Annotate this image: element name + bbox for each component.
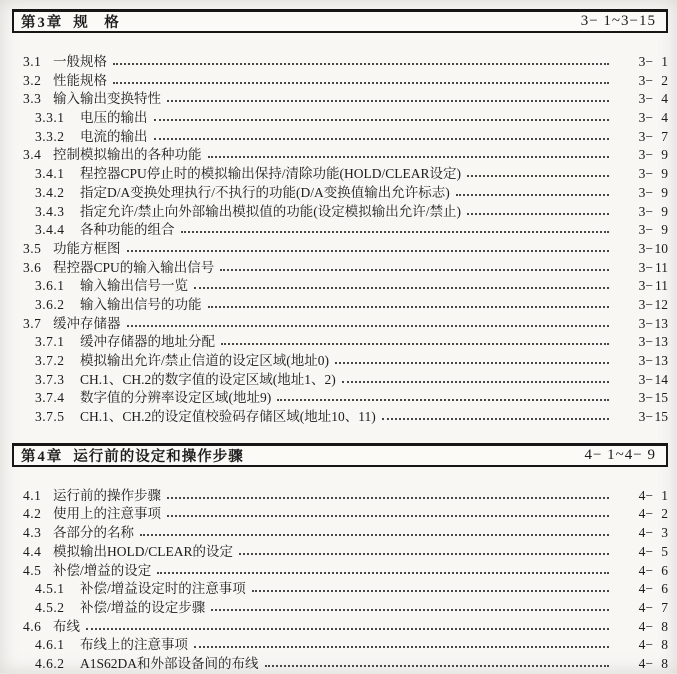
entry-page: [614, 240, 668, 259]
toc-entry: [12, 296, 668, 315]
chapter-header: [12, 9, 668, 33]
entry-title: 缓冲存储器: [53, 315, 121, 331]
entry-page-chapter: 3−: [638, 184, 653, 200]
entry-page-chapter: 3−: [638, 353, 653, 368]
entry-page-number: 2: [661, 72, 668, 88]
entry-page-number: 13: [654, 334, 668, 350]
entry-number: 4.5.1: [35, 581, 65, 597]
entry-page-chapter: 3−: [638, 166, 653, 182]
entry-title: 程控器CPU停止时的模拟输出保持/清除功能(HOLD/CLEAR设定): [80, 166, 461, 182]
toc-entry: [12, 562, 668, 581]
entry-page: [614, 636, 668, 655]
entry-page-chapter: 4−: [638, 637, 653, 653]
entry-page-chapter: 4−: [638, 599, 653, 615]
entry-number: 3.7.1: [35, 334, 65, 350]
entry-page-chapter: 4−: [638, 506, 653, 522]
toc-entry: [12, 505, 668, 524]
entry-page-number: 9: [661, 184, 668, 200]
toc-entry: [12, 636, 668, 655]
entry-page-number: 6: [661, 562, 668, 578]
entry-title: 输入输出信号的功能: [80, 296, 202, 312]
entry-number: 3.4.2: [35, 184, 65, 200]
entry-number: 3.4: [23, 147, 42, 163]
entry-page-chapter: 3−: [638, 222, 653, 238]
entry-number: 4.6: [23, 618, 42, 634]
entry-page: [614, 221, 668, 240]
entry-page-chapter: 3−: [638, 147, 653, 163]
entry-title: 模拟输出HOLD/CLEAR的设定: [53, 543, 233, 559]
dot-leader: [265, 665, 609, 667]
toc-entry: [12, 333, 668, 352]
entry-page-chapter: 4−: [638, 581, 653, 597]
toc-entry: [12, 259, 668, 278]
entry-title: CH.1、CH.2的数字值的设定区域(地址1、2): [80, 371, 336, 387]
toc-entry: [12, 221, 668, 240]
entry-title: 布线: [53, 618, 80, 634]
entry-page: [614, 315, 668, 334]
entry-page: [614, 128, 668, 147]
entry-number: 3.6.1: [35, 278, 65, 294]
chapter-title: 运行前的设定和操作步骤: [73, 448, 244, 465]
chapter-header: [12, 443, 668, 467]
toc-entry: [12, 315, 668, 334]
toc-entry: [12, 277, 668, 296]
toc-entry: [12, 543, 668, 562]
dot-leader: [221, 343, 609, 345]
entry-page-number: 4: [661, 91, 668, 107]
chapter-heading: [21, 445, 244, 466]
entry-page: [614, 53, 668, 72]
entry-page-number: 9: [661, 222, 668, 238]
entry-number: 4.4: [23, 543, 42, 559]
entry-page-chapter: 3−: [638, 296, 653, 312]
entry-page-number: 2: [661, 506, 668, 522]
toc-entry: [12, 371, 668, 390]
entry-page: [614, 90, 668, 109]
toc-entry: [12, 352, 668, 371]
dot-leader: [154, 138, 610, 140]
entry-page-number: 12: [654, 296, 668, 312]
chapter-heading: [21, 11, 120, 32]
entry-title: 数字值的分辨率设定区域(地址9): [80, 390, 272, 406]
toc-entry: [12, 599, 668, 618]
dot-leader: [335, 362, 609, 364]
entry-title: 模拟输出允许/禁止信道的设定区域(地址0): [80, 353, 329, 368]
entry-page: [614, 618, 668, 637]
dot-leader: [208, 156, 610, 158]
entry-title: 各部分的名称: [53, 525, 134, 541]
entry-page-chapter: 3−: [638, 54, 653, 69]
entry-page-number: 1: [661, 54, 668, 69]
entry-page-number: 4: [661, 110, 668, 126]
dot-leader: [167, 497, 609, 499]
dot-leader: [456, 194, 609, 196]
toc-entry-list: [12, 487, 668, 674]
entry-page-chapter: 4−: [638, 655, 653, 671]
dot-leader: [252, 590, 609, 592]
entry-title: A1S62DA和外部设备间的布线: [80, 655, 259, 671]
entry-number: 3.3: [23, 91, 42, 107]
entry-page-number: 9: [661, 166, 668, 182]
dot-leader: [154, 119, 610, 121]
entry-title: 功能方框图: [53, 240, 121, 256]
entry-number: 3.4.1: [35, 166, 65, 182]
toc-entry: [12, 655, 668, 674]
entry-number: 4.2: [23, 506, 42, 522]
entry-number: 3.5: [23, 240, 42, 256]
entry-title: 控制模拟输出的各种功能: [53, 147, 202, 163]
dot-leader: [167, 515, 609, 517]
entry-page-number: 8: [661, 655, 668, 671]
entry-page: [614, 408, 668, 427]
entry-page-chapter: 4−: [638, 543, 653, 559]
toc-entry-list: [12, 53, 668, 427]
entry-number: 3.4.4: [35, 222, 65, 238]
entry-number: 3.4.3: [35, 203, 65, 219]
entry-title: 指定允许/禁止向外部输出模拟值的功能(设定模拟输出允许/禁止): [80, 203, 461, 219]
entry-page: [614, 333, 668, 352]
entry-page-number: 15: [654, 409, 668, 425]
entry-page-chapter: 3−: [638, 259, 653, 275]
entry-page-chapter: 4−: [638, 525, 653, 541]
entry-title: 电流的输出: [80, 128, 148, 144]
entry-page-number: 8: [661, 637, 668, 653]
entry-title: 各种功能的组合: [80, 222, 175, 238]
entry-page-chapter: 3−: [638, 390, 653, 406]
toc-entry: [12, 53, 668, 72]
entry-number: 4.3: [23, 525, 42, 541]
entry-number: 3.7: [23, 315, 42, 331]
dot-leader: [467, 213, 609, 215]
entry-page-number: 11: [655, 259, 668, 275]
entry-page: [614, 184, 668, 203]
entry-title: 运行前的操作步骤: [53, 487, 161, 503]
entry-page-number: 1: [661, 487, 668, 503]
entry-page: [614, 505, 668, 524]
dot-leader: [157, 572, 609, 574]
entry-number: 3.7.3: [35, 371, 65, 387]
entry-page: [614, 352, 668, 371]
entry-title: 补偿/增益的设定: [53, 562, 152, 578]
entry-page: [614, 543, 668, 562]
entry-number: 3.3.2: [35, 128, 65, 144]
entry-page-number: 15: [654, 390, 668, 406]
dot-leader: [113, 82, 609, 84]
entry-page: [614, 165, 668, 184]
entry-title: 指定D/A变换处理执行/不执行的功能(D/A变换值输出允许标志): [80, 184, 450, 200]
entry-number: 3.3.1: [35, 110, 65, 126]
entry-page-number: 13: [654, 315, 668, 331]
dot-leader: [86, 628, 609, 630]
entry-page-number: 6: [661, 581, 668, 597]
entry-page-chapter: 3−: [638, 91, 653, 107]
toc-entry: [12, 487, 668, 506]
dot-leader: [194, 287, 609, 289]
toc-entry: [12, 524, 668, 543]
entry-page-chapter: 3−: [638, 371, 653, 387]
toc-entry: [12, 109, 668, 128]
toc-entry: [12, 90, 668, 109]
entry-title: 缓冲存储器的地址分配: [80, 334, 215, 350]
chapter-number: 第3章: [21, 15, 64, 31]
entry-page-chapter: 3−: [638, 315, 653, 331]
dot-leader: [181, 231, 610, 233]
dot-leader: [467, 175, 609, 177]
toc-entry: [12, 184, 668, 203]
entry-page-chapter: 3−: [638, 128, 653, 144]
entry-page-number: 3: [661, 525, 668, 541]
toc-entry: [12, 240, 668, 259]
dot-leader: [211, 609, 609, 611]
toc-entry: [12, 146, 668, 165]
entry-number: 4.6.2: [35, 655, 65, 671]
entry-title: 布线上的注意事项: [80, 637, 188, 653]
entry-page: [614, 371, 668, 390]
entry-title: 输入输出信号一览: [80, 278, 188, 294]
entry-page-number: 7: [661, 128, 668, 144]
entry-number: 4.5: [23, 562, 42, 578]
entry-number: 3.7.2: [35, 353, 65, 368]
entry-title: 性能规格: [53, 72, 107, 88]
entry-title: 程控器CPU的输入输出信号: [53, 259, 215, 275]
dot-leader: [140, 534, 609, 536]
entry-number: 4.6.1: [35, 637, 65, 653]
entry-page-chapter: 3−: [638, 240, 653, 256]
entry-page-number: 11: [655, 278, 668, 294]
entry-number: 3.6: [23, 259, 42, 275]
toc-entry: [12, 203, 668, 222]
toc-entry: [12, 165, 668, 184]
dot-leader: [127, 325, 610, 327]
toc-root: [12, 9, 668, 674]
entry-page: [614, 259, 668, 278]
entry-number: 3.7.5: [35, 409, 65, 425]
entry-page: [614, 146, 668, 165]
entry-page: [614, 599, 668, 618]
entry-title: 补偿/增益的设定步骤: [80, 599, 206, 615]
chapter-number: 第4章: [21, 448, 64, 465]
entry-number: 3.7.4: [35, 390, 65, 406]
entry-page-number: 14: [654, 371, 668, 387]
toc-entry: [12, 580, 668, 599]
entry-page-chapter: 4−: [638, 487, 653, 503]
entry-page: [614, 389, 668, 408]
chapter-title: 规 格: [73, 15, 120, 31]
toc-entry: [12, 72, 668, 91]
entry-page-number: 9: [661, 147, 668, 163]
entry-page-chapter: 3−: [638, 72, 653, 88]
entry-page: [614, 72, 668, 91]
entry-number: 3.1: [23, 54, 42, 69]
entry-page-chapter: 3−: [638, 203, 653, 219]
entry-number: 3.6.2: [35, 296, 65, 312]
dot-leader: [194, 646, 609, 648]
entry-title: 电压的输出: [80, 110, 148, 126]
entry-page-number: 13: [654, 353, 668, 368]
dot-leader: [239, 553, 609, 555]
entry-page-chapter: 4−: [638, 562, 653, 578]
entry-number: 3.2: [23, 72, 42, 88]
entry-page-chapter: 3−: [638, 110, 653, 126]
entry-page: [614, 562, 668, 581]
entry-page: [614, 655, 668, 674]
entry-page: [614, 580, 668, 599]
entry-page-number: 7: [661, 599, 668, 615]
entry-page-chapter: 3−: [638, 409, 653, 425]
entry-page: [614, 109, 668, 128]
chapter-section: [12, 9, 668, 427]
dot-leader: [113, 63, 609, 65]
entry-page-number: 9: [661, 203, 668, 219]
toc-entry: [12, 618, 668, 637]
dot-leader: [382, 418, 609, 420]
entry-page: [614, 277, 668, 296]
dot-leader: [127, 250, 610, 252]
entry-page-chapter: 3−: [638, 278, 653, 294]
dot-leader: [277, 399, 609, 401]
entry-page: [614, 487, 668, 506]
entry-page: [614, 203, 668, 222]
chapter-section: [12, 443, 668, 674]
entry-title: 一般规格: [53, 54, 107, 69]
toc-entry: [12, 408, 668, 427]
entry-page-number: 5: [661, 543, 668, 559]
entry-title: CH.1、CH.2的设定值校验码存储区域(地址10、11): [80, 409, 376, 425]
chapter-page-range: 4− 1~4− 9: [584, 446, 656, 463]
entry-page-number: 10: [654, 240, 668, 256]
dot-leader: [208, 306, 610, 308]
dot-leader: [220, 269, 609, 271]
dot-leader: [342, 381, 609, 383]
entry-title: 使用上的注意事项: [53, 506, 161, 522]
entry-number: 4.1: [23, 487, 42, 503]
toc-entry: [12, 389, 668, 408]
entry-number: 4.5.2: [35, 599, 65, 615]
entry-page-chapter: 4−: [638, 618, 653, 634]
dot-leader: [167, 100, 609, 102]
entry-title: 输入输出变换特性: [53, 91, 161, 107]
toc-entry: [12, 128, 668, 147]
entry-page-chapter: 3−: [638, 334, 653, 350]
entry-page: [614, 296, 668, 315]
chapter-page-range: 3− 1~3−15: [580, 13, 656, 29]
entry-page: [614, 524, 668, 543]
entry-page-number: 8: [661, 618, 668, 634]
entry-title: 补偿/增益设定时的注意事项: [80, 581, 246, 597]
